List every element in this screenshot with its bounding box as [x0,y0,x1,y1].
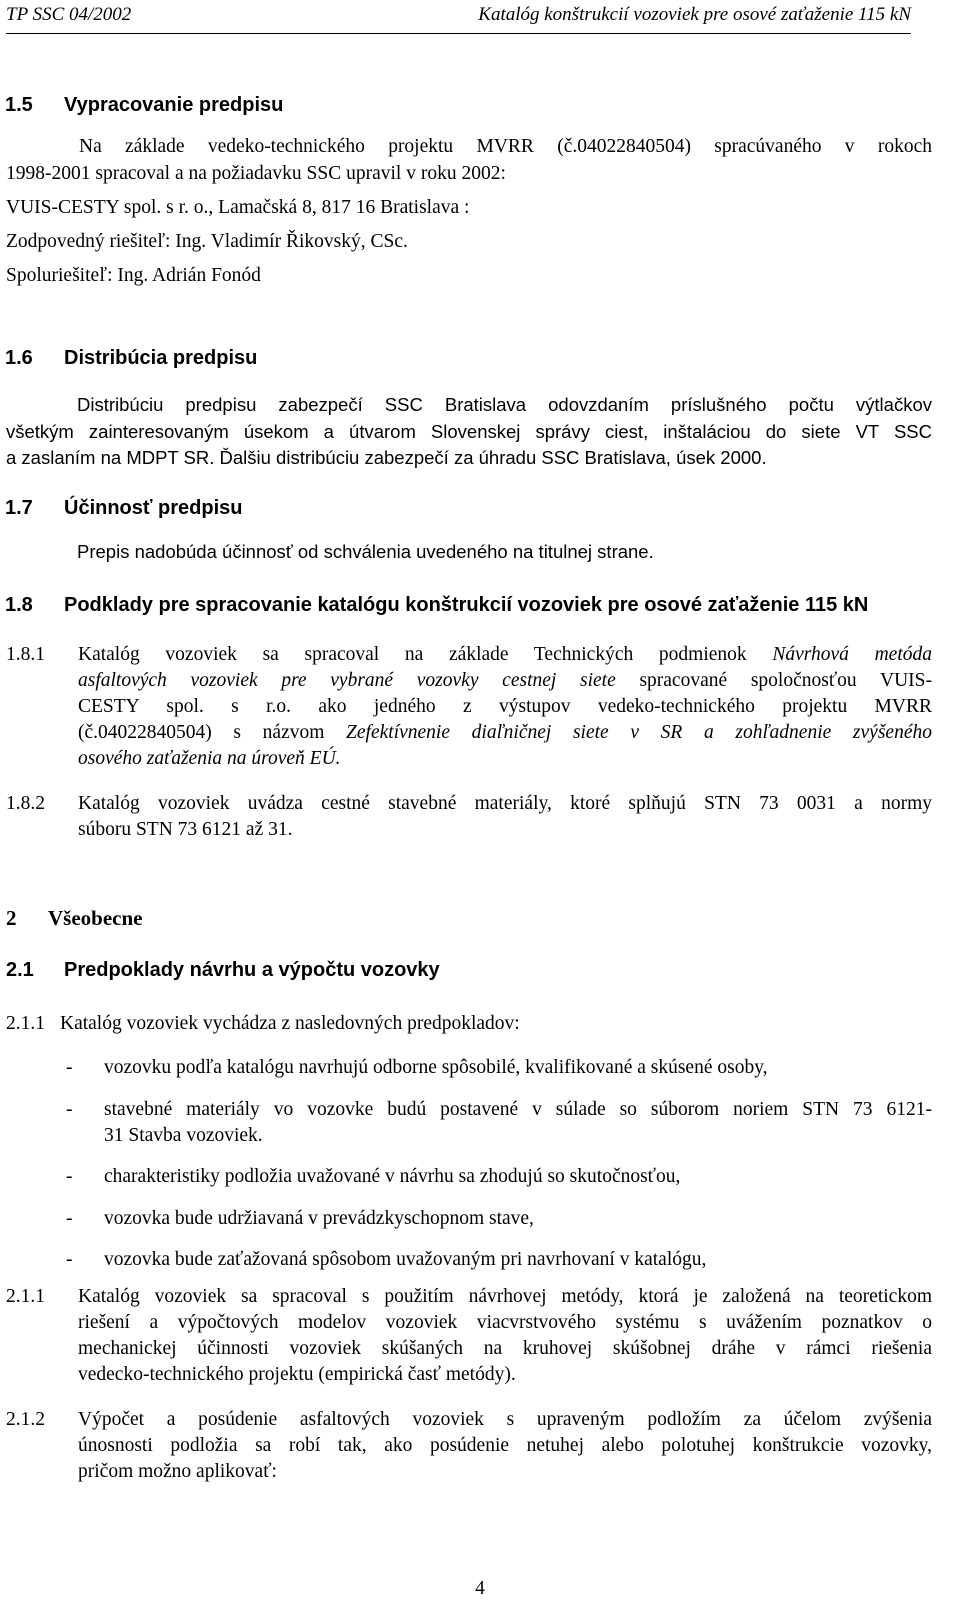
s182-line-1: Katalóg vozoviek uvádza cestné stavebné materiály, ktoré splňujú STN 73 0031 a normy [78,793,932,814]
s211b-number: 2.1.1 [6,1286,45,1307]
header-rule [6,33,911,34]
bullet-dash-1: - [66,1057,73,1078]
bullet-1: vozovku podľa katalógu navrhujú odborne spôsobilé, kvalifikované a skúsené osoby, [104,1057,768,1078]
s212-line-2: únosnosti podložia sa robí tak, ako posúdenie netuhej alebo polotuhej konštrukcie vozovky, [78,1435,932,1456]
section-2-1-number: 2.1 [6,959,34,981]
s181-line-2 [78,670,932,692]
s181-line-3: CESTY spol. s r.o. ako jedného z výstupov vedeko-technického projektu MVRR [78,696,932,717]
s16-line-2: všetkým zainteresovaným úsekom a útvarom Slovenskej správy ciest, inštaláciou do siete VT SSC [6,421,932,442]
bullet-2-line-1: stavebné materiály vo vozovke budú postavené v súlade so súborom noriem STN 73 6121- [104,1099,932,1120]
s211a-text: Katalóg vozoviek vychádza z nasledovných predpokladov: [60,1013,520,1034]
s212-line-1: Výpočet a posúdenie asfaltových vozoviek s upraveným podložím za účelom zvýšenia [78,1409,932,1430]
s181-line-1a: Katalóg vozoviek sa spracoval na základe Technických podmienok [78,644,773,665]
section-1-6-number: 1.6 [5,347,33,369]
s16-line-3: a zaslaním na MDPT SR. Ďalšiu distribúciu zabezpečí za úhradu SSC Bratislava, úsek 2000. [6,447,767,468]
section-1-8-number: 1.8 [5,594,33,616]
section-1-5-title: Vypracovanie predpisu [64,94,284,116]
s181-number: 1.8.1 [6,644,45,665]
s181-line-1 [78,644,932,666]
bullet-dash-3: - [66,1166,73,1187]
section-2-1-title: Predpoklady návrhu a výpočtu vozovky [64,959,440,981]
page-number: 4 [475,1578,485,1599]
s181-line-4a: (č.04022840504) s názvom [78,722,347,743]
s182-number: 1.8.2 [6,793,45,814]
s17-line-1: Prepis nadobúda účinnosť od schválenia uvedeného na titulnej strane. [77,541,654,562]
bullet-3: charakteristiky podložia uvažované v návrhu sa zhodujú so skutočnosťou, [104,1166,681,1187]
section-1-7-title: Účinnosť predpisu [64,497,243,519]
s211b-line-4: vedecko-technického projektu (empirická časť metódy). [78,1364,516,1385]
bullet-dash-2: - [66,1099,73,1120]
bullet-4: vozovka bude udržiavaná v prevádzkyschopnom stave, [104,1208,534,1229]
s15-line-4: Zodpovedný riešiteľ: Ing. Vladimír Řikovský, CSc. [6,231,408,252]
section-2-number: 2 [6,906,17,930]
s15-line-2: 1998-2001 spracoval a na požiadavku SSC upravil v roku 2002: [6,163,506,184]
section-2-title: Všeobecne [48,906,143,930]
s211b-line-2: riešení a výpočtových modelov vozoviek viacvrstvového systému s uvážením poznatkov o [78,1312,932,1333]
section-1-7-number: 1.7 [5,497,33,519]
s181-line-2a: asfaltových vozoviek pre vybrané vozovky cestnej siete [78,670,616,691]
bullet-dash-5: - [66,1249,73,1270]
s181-line-4 [78,722,932,744]
s181-line-4b: Zefektívnenie diaľničnej siete v SR a zohľadnenie zvýšeného [346,722,932,743]
section-1-8-title: Podklady pre spracovanie katalógu konštrukcií vozoviek pre osové zaťaženie 115 kN [64,594,869,616]
s15-line-5: Spoluriešiteľ: Ing. Adrián Fonód [6,265,261,286]
page-header [6,0,911,30]
section-1-6-title: Distribúcia predpisu [64,347,258,369]
s182-line-2: súboru STN 73 6121 až 31. [78,819,293,840]
s212-number: 2.1.2 [6,1409,45,1430]
s181-line-1b: Návrhová metóda [772,644,932,665]
header-doc-code: TP SSC 04/2002 [6,4,132,25]
s211b-line-3: mechanickej účinnosti vozoviek skúšaných na kruhovej skúšobnej dráhe v rámci riešenia [78,1338,932,1359]
bullet-2-line-2: 31 Stavba vozoviek. [104,1125,263,1146]
s211a-number: 2.1.1 [6,1013,45,1034]
s15-line-3: VUIS-CESTY spol. s r. o., Lamačská 8, 817 16 Bratislava : [6,197,470,218]
header-doc-title: Katalóg konštrukcií vozoviek pre osové zaťaženie 115 kN [478,4,911,25]
s181-line-5: osového zaťaženia na úroveň EÚ. [78,748,341,769]
section-1-5-number: 1.5 [5,94,33,116]
s211b-line-1: Katalóg vozoviek sa spracoval s použitím návrhovej metódy, ktorá je založená na teoretickom [78,1286,932,1307]
bullet-dash-4: - [66,1208,73,1229]
s212-line-3: pričom možno aplikovať: [78,1461,277,1482]
bullet-5: vozovka bude zaťažovaná spôsobom uvažovaným pri navrhovaní v katalógu, [104,1249,707,1270]
s15-line-1: Na základe vedeko-technického projektu MVRR (č.04022840504) spracúvaného v rokoch [79,136,932,157]
s16-line-1: Distribúciu predpisu zabezpečí SSC Bratislava odovzdaním príslušného počtu výtlačkov [77,394,932,415]
s181-line-2b: spracované spoločnosťou VUIS- [615,670,933,691]
